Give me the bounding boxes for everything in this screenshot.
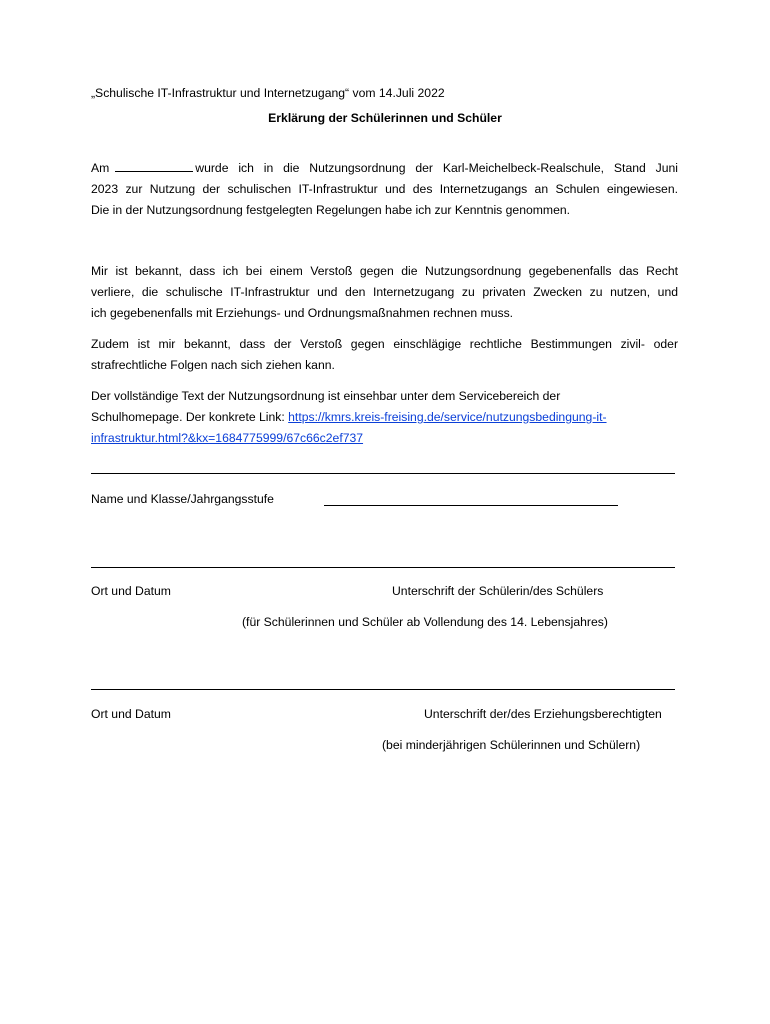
guardian-place-date-label: Ort und Datum [91, 707, 171, 721]
name-class-label: Name und Klasse/Jahrgangsstufe [91, 492, 274, 506]
student-place-date-label: Ort und Datum [91, 584, 171, 598]
am-label: Am [91, 161, 110, 175]
guardian-signature-label: Unterschrift der/des Erziehungsberechtigten [424, 707, 662, 721]
paragraph-violation-line3: ich gegebenenfalls mit Erziehungs- und Ordnungsmaßnahmen rechnen muss. [91, 306, 514, 320]
paragraph-violation-line2: verliere, die schulische IT-Infrastruktur und den Internetzugang zu privaten Zwecken zu nutzen, und [91, 285, 678, 299]
link-intro-text: Schulhomepage. Der konkrete Link: [91, 410, 289, 424]
paragraph-instruction-line2: 2023 zur Nutzung der schulischen IT-Infrastruktur und des Internetzugangs an Schulen eingewiesen. [91, 182, 678, 196]
guardian-signature-line[interactable] [91, 689, 675, 690]
paragraph-violation-line1: Mir ist bekannt, dass ich bei einem Verstoß gegen die Nutzungsordnung gegebenenfalls das Recht [91, 264, 678, 278]
paragraph-instruction-line1 [91, 158, 678, 179]
paragraph-fulltext-line2 [91, 407, 607, 428]
paragraph-legal-line1: Zudem ist mir bekannt, dass der Verstoß gegen einschlägige rechtliche Bestimmungen zivil- oder [91, 337, 678, 351]
paragraph-instruction-line3: Die in der Nutzungsordnung festgelegten Regelungen habe ich zur Kenntnis genommen. [91, 203, 571, 217]
name-class-field-line[interactable] [324, 505, 618, 506]
header-line: „Schulische IT-Infrastruktur und Internetzugang“ vom 14.Juli 2022 [91, 86, 445, 100]
student-signature-line[interactable] [91, 567, 675, 568]
student-signature-note: (für Schülerinnen und Schüler ab Vollendung des 14. Lebensjahres) [242, 615, 608, 629]
paragraph-legal-line2: strafrechtliche Folgen nach sich ziehen kann. [91, 358, 335, 372]
paragraph-instruction-text: wurde ich in die Nutzungsordnung der Karl-Meichelbeck-Realschule, Stand Juni [195, 161, 678, 175]
date-blank-line [115, 161, 193, 172]
guardian-signature-note: (bei minderjährigen Schülerinnen und Schülern) [382, 738, 641, 752]
paragraph-fulltext-line1: Der vollständige Text der Nutzungsordnung ist einsehbar unter dem Servicebereich der [91, 389, 561, 403]
policy-link-part1[interactable]: https://kmrs.kreis-freising.de/service/nutzungsbedingung-it- [288, 410, 607, 424]
document-title: Erklärung der Schülerinnen und Schüler [268, 111, 502, 125]
paragraph-fulltext-line3 [91, 428, 363, 449]
policy-link-part2[interactable]: infrastruktur.html?&kx=1684775999/67c66c2ef737 [91, 431, 364, 445]
student-signature-label: Unterschrift der Schülerin/des Schülers [392, 584, 604, 598]
separator-line [91, 473, 675, 474]
